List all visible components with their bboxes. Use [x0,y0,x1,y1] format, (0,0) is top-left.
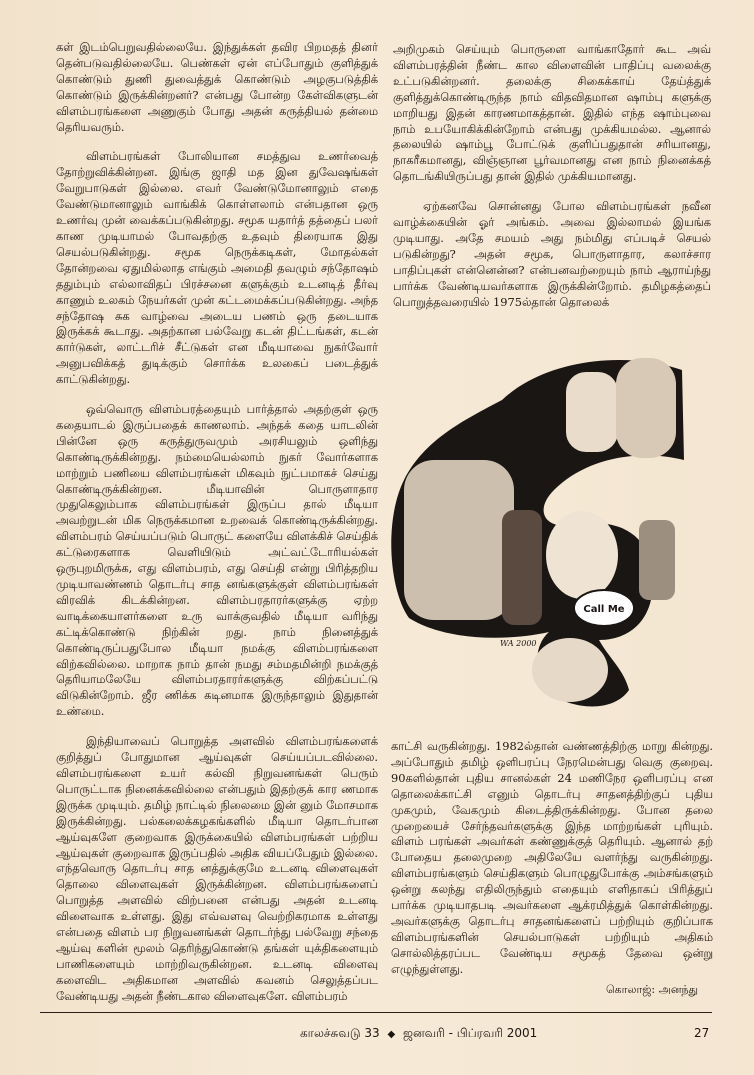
paragraph: கள் இடம்பெறுவதில்லையே. இந்துக்கள் தவிர பிறமதத் தினர் தென்படுவதில்லையே. பெண்கள் ஏன் எப்போதும் குளித்துக் கொண்டும் துணி துவைத்துக் கொண்டும் அழகுபடுத்திக் கொண்டும் இருக்கின்றனர்? என்பது போன்ற கேள்விகளுடன் விளம்பரங்களை அணுகும் போது அதன் கருத்தியல் தன்மை தெரியவரும். [56,40,378,134]
magazine-name: காலச்சுவடு 33 [300,1026,380,1040]
speech-bubble-text: Call Me [583,604,625,615]
paragraph: ஒவ்வொரு விளம்பரத்தையும் பார்த்தால் அதற்குள் ஒரு கதையாடல் இருப்பதைக் காணலாம். அந்தக் கதை யாடலின் பின்னே ஒரு கருத்துருவமும் அரசியலும் ஒளிந்து கொண்டிருக்கின்றது. நம்மையெல்லாம் நுகர் வோர்களாக மாற்றும் பணியை விளம்பரங்கள் மிகவும் நுட்பமாகச் செய்து கொண்டிருக்கின்றன. மீடியாவின் பொருளாதார முதுகெலும்பாக விளம்பரங்கள் இருப்ப தால் மீடியா அவற்றுடன் மிக நெருக்கமான உறவைக் கொண்டிருக்கின்றது. விளம்பரம் செய்யப்படும் பொருட் களையே விளக்கிச் செய்திக் கட்டுரைகளாக வெளியிடும் அட்வட்டோரியல்கள் ஒருபுறமிருக்க, எது விளம்பரம், எது செய்தி என்று பிரித்தறிய முடியாவண்ணம் தொடர்பு சாத னங்களுக்குள் விளம்பரங்கள் விரவிக் கிடக்கின்றன. விளம்பரதாரர்களுக்கு ஏற்ற வாடிக்கையாளர்களை உரு வாக்குவதில் மீடியா வரிந்து கட்டிக்கொண்டு நிற்கின் றது. நாம் நினைத்துக் கொண்டிருப்பதுபோல மீடியா நமக்கு விளம்பரங்களை விற்கவில்லை. மாறாக நாம் தான் நமது சம்மதமின்றி நமக்குத் தெரியாமலேயே விளம்பரதாரர்களுக்கு விற்கப்பட்டு விடுகின்றோம். ஜீர ணிக்க கடினமாக இருந்தாலும் இதுதான் உண்மை. [56,402,378,719]
artist-signature: WA 2000 [500,639,537,648]
collage-photo-dancer [502,510,542,625]
paragraph: விளம்பரங்கள் போலியான சமத்துவ உணர்வைத் தோற்றுவிக்கின்றன. இங்கு ஜாதி மத இன துவேஷங்கள் வேறுபாடுகள் இல்லை. எவர் வேண்டுமோனாலும் எதை வேண்டுமானாலும் வாங்கிக் கொள்ளலாம் என்பதான ஒரு உணர்வு முன் வைக்கப்படுகின்றது. சமூக யதார்த் தத்தைப் பலர் காண முடியாமல் போவதற்கு உதவும் திரையாக இது செயல்படுகின்றது. சமூக நெருக்கடிகள், மோதல்கள் தோன்றவை ஏதுமில்லாத எங்கும் அமைதி தவழும் சந்தோஷம் ததும்பும் எல்லாவிதப் பிரச்சனை களுக்கும் உடனடித் தீர்வு காணும் உலகம் நேயர்கள் முன் கட்டமைக்கப்படுகின்றது. அந்த சந்தோஷ சுக வாழ்வை அடைய பணம் ஒரு தடையாக இருக்கக் கூடாது. அதற்கான பல்வேறு கடன் திட்டங்கள், கடன் கார்டுகள், லாட்டரிச் சீட்டுகள் என மீடியாவை நுகர்வோர் அனுபவிக்கத் துடிக்கும் சொர்க்க உலகைப் படைத்துக் காட்டுகின்றது. [56,149,378,387]
diamond-icon: ◆ [387,1029,396,1040]
issue-date: ஜனவரி - பிப்ரவரி 2001 [403,1026,538,1040]
paragraph: காட்சி வருகின்றது. 1982ல்தான் வண்ணத்திற்கு மாறு கின்றது. அப்போதும் தமிழ் ஒளிபரப்பு நேரமென்பது வெகு குறைவு. 90களில்தான் புதிய சானல்கள் 24 மணிநேர ஒளிபரப்பு என தொலைக்காட்சி எனும் தொடர்பு சாதனத்திற்குப் புதிய முகமும், வேகமும் கிடைத்திருக்கின்றது. போன தலை முறையைச் சேர்ந்தவர்களுக்கு இந்த மாற்றங்கள் புரியும். விளம் பரங்கள் அவர்கள் கண்ணுக்குத் தெரியும். ஆனால் தற் போதைய தலைமுறை அதிலேயே வளர்ந்து வருகின்றது. விளம்பரங்களும் செய்திகளும் பொழுதுபோக்கு அம்சங்களும் ஒன்று கலந்து எதிலிருந்தும் எதையும் எளிதாகப் பிரித்துப் பார்க்க முடியாதபடி அவர்களை ஆக்ரமித்துக் கொள்கின்றது. அவர்களுக்கு தொடர்பு சாதனங்களைப் பற்றியும் குறிப்பாக விளம்பரங்களின் செயல்பாடுகள் பற்றியும் அதிகம் சொல்லித்தரப்பட வேண்டிய சமூகத் தேவை ஒன்று எழுந்துள்ளது. [391,739,713,976]
page-number: 27 [694,1026,710,1040]
article-column-right-bottom [391,739,713,992]
collage-illustration [384,340,694,730]
page-footer [300,1026,537,1042]
collage-photo-face-3 [546,511,618,599]
footer-divider [40,1012,712,1013]
paragraph: ஏற்கனவே சொன்னது போல விளம்பரங்கள் நவீன வாழ்க்கையின் ஓர் அங்கம். அவை இல்லாமல் இயங்க முடியாது. அதே சமயம் அது நம்மிது எப்படிச் செயல் படுகின்றது? அதன் சமூக, பொருளாதார, கலாச்சார பாதிப்புகள் என்னென்ன? என்பனவற்றையும் நாம் ஆராய்ந்து பார்க்க வேண்டியவர்களாக இருக்கின்றோம். தமிழகத்தைப் பொறுத்தவரையில் 1975ல்தான் தொலைக் [393,199,711,309]
article-column-left [56,40,378,1019]
article-column-right-top [393,42,711,325]
collage-photo-woman-hat [404,460,514,620]
collage-photo-side [639,520,675,600]
collage-credit: கொலாஜ்: அனந்து [606,983,699,996]
paragraph: இந்தியாவைப் பொறுத்த அளவில் விளம்பரங்களைக் குறித்துப் போதுமான ஆய்வுகள் செய்யப்படவில்லை. விளம்பரங்களை உயர் கல்வி நிறுவனங்கள் பெரும் பொருட்டாக நினைக்கவில்லை என்பதும் இதற்குக் கார ணமாக இருக்க முடியும். தமிழ் நாட்டில் நிலைமை இன் னும் மோசமாக இருக்கின்றது. பல்கலைக்கழகங்களில் மீடியா தொடர்பான ஆய்வுகளே குறைவாக இருக்கையில் விளம்பரங்கள் பற்றிய ஆய்வுகள் குறைவாக இருப்பதில் அதிக வியப்பேதும் இல்லை. எந்தவொரு தொடர்பு சாத னத்துக்குமே உடனடி விளைவுகள் தொலை விளைவுகள் இருக்கின்றன. விளம்பரங்களைப் பொறுத்த அளவில் விற்பனை என்பது அதன் உடனடி விளைவாக உள்ளது. இது எவ்வளவு வெற்றிகரமாக உள்ளது என்பதை விளம் பர நிறுவனங்கள் தொடர்ந்து பல்வேறு சந்தை ஆய்வு களின் மூலம் தெரிந்துகொண்டு தங்கள் யுக்திகளையும் பாணிகளையும் மாற்றிவருகின்றன. உடனடி விளைவு களைவிட அதிகமான அளவில் கவனம் செலுத்தப்பட வேண்டியது அதன் நீண்டகால விளைவுகளே. விளம்பரம் [56,734,378,1003]
collage-photo-face-4 [532,638,608,702]
collage-photo-face-1 [566,372,618,452]
collage-photo-face-2 [616,358,676,458]
paragraph: அறிமுகம் செய்யும் பொருளை வாங்காதோர் கூட அவ் விளம்பரத்தின் நீண்ட கால விளைவின் பாதிப்பு வலைக்கு உட்படுகின்றனர். தலைக்கு சிகைக்காய் தேய்த்துக் குளித்துக்கொண்டிருந்த நாம் விதவிதமான ஷாம்பு களுக்கு மாறியது இதன் காரணமாகத்தான். இதில் எந்த ஷாம்புவை நாம் உபயோகிக்கின்றோம் என்பது முக்கியமல்ல. ஆனால் தலையில் ஷாம்பூ போட்டுக் குளிப்பதுதான் சரியானது, நாகரீகமானது, விஞ்ஞான பூர்வமானது என நாம் நினைக்கத் தொடங்கியிருப்பது தான் இதில் முக்கியமானது. [393,42,711,184]
